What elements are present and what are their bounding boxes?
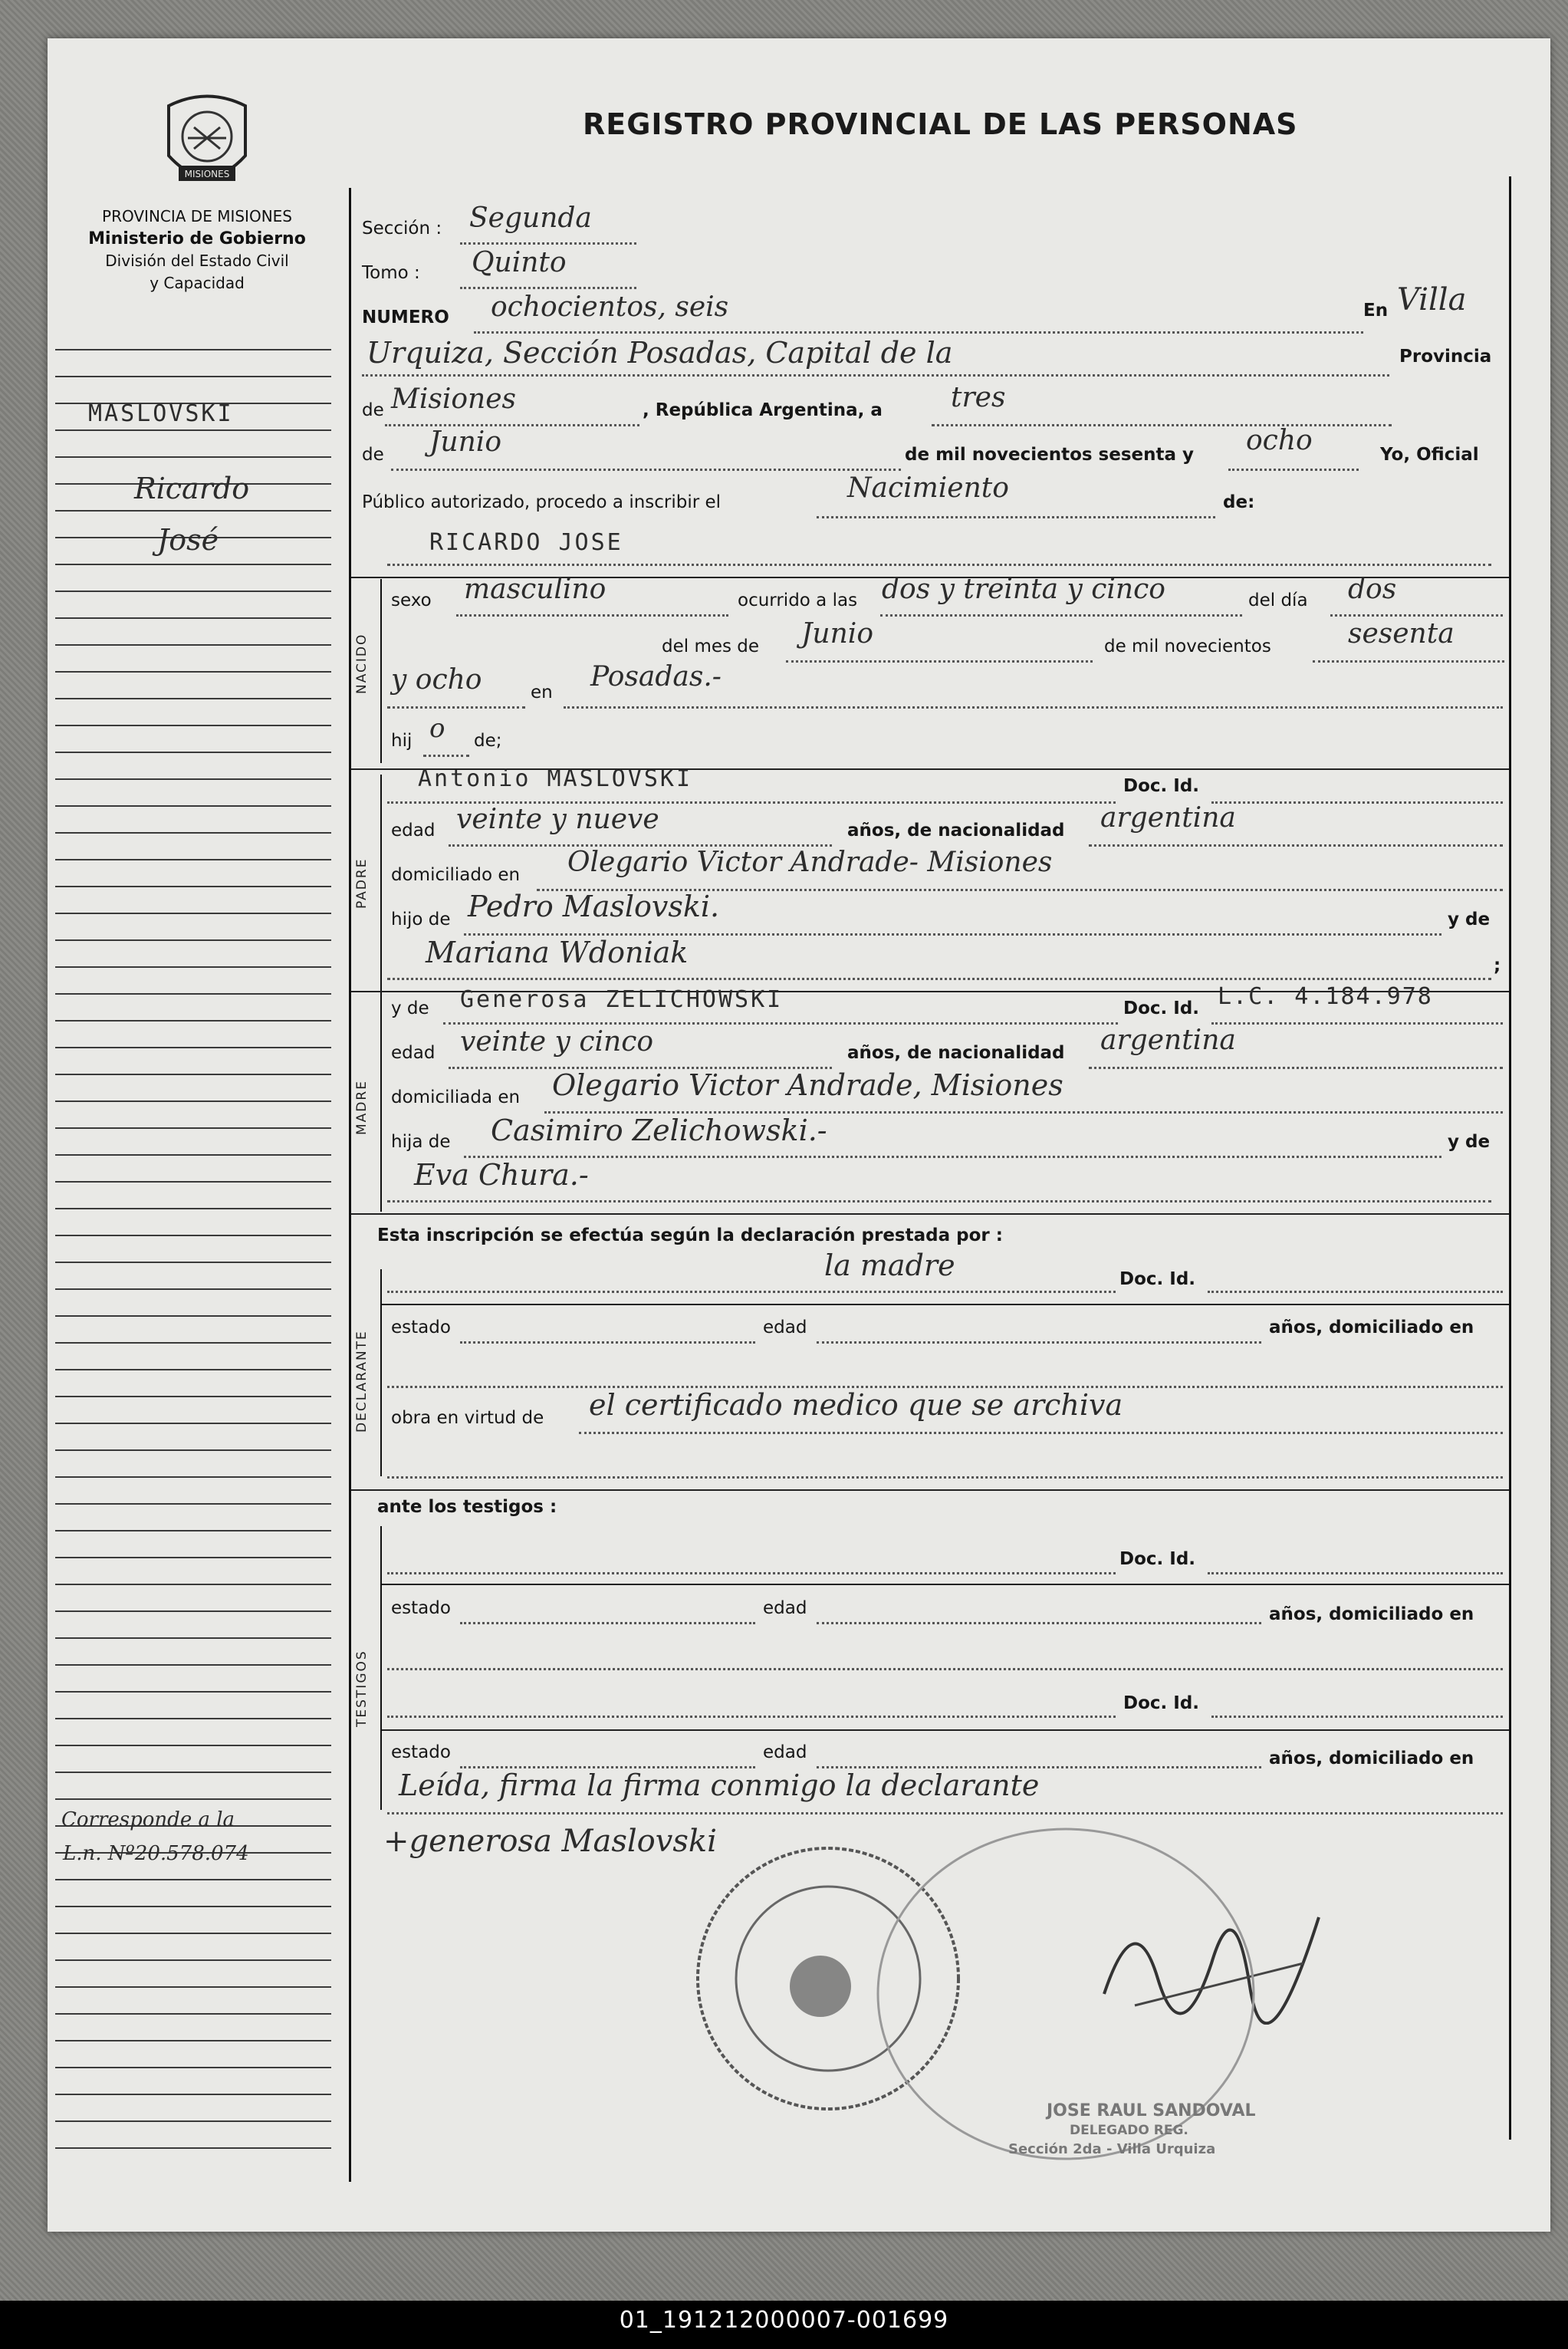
value-dia-inscripcion: tres — [951, 382, 1006, 413]
value-firma-declarante: +generosa Maslovski — [383, 1824, 717, 1859]
value-dia: dos — [1348, 574, 1397, 605]
label-testigo1-estado: estado — [391, 1598, 451, 1618]
value-padre-padre: Pedro Maslovski. — [468, 890, 720, 923]
value-acto: Nacimiento — [847, 472, 1009, 504]
field-madre-padre — [464, 1156, 1441, 1158]
label-testigo1-edad: edad — [763, 1598, 807, 1618]
side-label-testigos: TESTIGOS — [354, 1650, 370, 1727]
field-testigo2-doc — [1211, 1716, 1503, 1718]
field-testigo1-estado — [460, 1622, 755, 1624]
label-del-mes: del mes de — [662, 637, 760, 656]
side-label-padre: PADRE — [354, 857, 370, 909]
label-de-mil: de mil novecientos — [1104, 637, 1271, 656]
field-numero — [474, 331, 1363, 334]
value-nombre: RICARDO JOSE — [429, 529, 623, 556]
label-declarante-doc: Doc. Id. — [1119, 1269, 1196, 1289]
value-lugar-nac: Posadas.- — [590, 661, 722, 693]
value-padre-dom: Olegario Victor Andrade- Misiones — [567, 847, 1053, 878]
form-left-border — [349, 188, 351, 2182]
padre-divider — [380, 775, 382, 997]
label-sexo: sexo — [391, 591, 432, 610]
footer-id: 01_191212000007-001699 — [619, 2307, 949, 2334]
label-tomo: Tomo : — [362, 263, 420, 283]
value-anio: ocho — [1246, 425, 1313, 456]
label-padre-yde: y de — [1448, 910, 1491, 929]
field-tomo — [460, 287, 636, 289]
madre-divider — [380, 997, 382, 1212]
label-declarante-estado: estado — [391, 1318, 451, 1337]
field-declarante-estado — [460, 1341, 755, 1344]
label-declarante-edad: edad — [763, 1318, 807, 1337]
field-sexo — [456, 614, 728, 617]
field-declarante — [387, 1291, 1116, 1293]
label-provincia: Provincia — [1399, 347, 1492, 367]
value-madre-doc: L.C. 4.184.978 — [1218, 983, 1433, 1010]
label-testigo2-estado: estado — [391, 1742, 451, 1762]
label-padre-nacionalidad: años, de nacionalidad — [847, 821, 1065, 841]
label-testigo1-doc: Doc. Id. — [1119, 1549, 1196, 1569]
label-mil-sesenta: de mil novecientos sesenta y — [905, 445, 1195, 465]
field-acto — [817, 516, 1215, 518]
field-declarante-edad — [817, 1341, 1261, 1344]
label-madre-doc: Doc. Id. — [1123, 998, 1200, 1018]
value-madre-edad: veinte y cinco — [460, 1026, 654, 1058]
form-right-border — [1509, 176, 1511, 2140]
field-mes-inscripcion — [391, 469, 901, 471]
field-testigo1-nombre — [387, 1572, 1116, 1574]
field-anio — [1228, 469, 1359, 471]
value-en: Villa — [1397, 282, 1467, 317]
field-dia — [1330, 614, 1503, 617]
field-padre-nac — [1089, 844, 1503, 847]
value-anio-nac-b: y ocho — [391, 664, 482, 696]
issuer-block — [55, 206, 339, 294]
label-de-mes: de — [362, 445, 384, 465]
label-hij: hij — [391, 731, 413, 751]
rule-declaracion-top — [351, 1213, 1509, 1215]
label-testigo2-edad: edad — [763, 1742, 807, 1762]
value-madre-dom: Olegario Victor Andrade, Misiones — [552, 1068, 1063, 1102]
side-label-nacido: NACIDO — [354, 633, 370, 694]
value-padre-nombre: Antonio MASLOVSKI — [418, 765, 693, 792]
label-padre-edad: edad — [391, 821, 436, 841]
issuer-division: División del Estado Civil — [105, 252, 289, 270]
label-yo-oficial: Yo, Oficial — [1380, 445, 1479, 465]
field-testigo2-dom — [387, 1812, 1503, 1814]
label-madre-nacionalidad: años, de nacionalidad — [847, 1043, 1065, 1063]
field-dia-inscripcion — [932, 424, 1392, 426]
value-numero: ochocientos, seis — [491, 291, 729, 323]
label-madre-yde2: y de — [1448, 1132, 1491, 1152]
value-padre-nac: argentina — [1100, 802, 1236, 834]
issuer-capacidad: y Capacidad — [150, 274, 245, 292]
field-madre-doc — [1211, 1022, 1503, 1025]
rule-testigo1 — [382, 1584, 1509, 1585]
label-padre-doc: Doc. Id. — [1123, 776, 1200, 796]
margin-surname: MASLOVSKI — [88, 400, 234, 427]
label-en: En — [1363, 301, 1389, 321]
value-tomo: Quinto — [472, 247, 567, 278]
coat-of-arms-icon — [157, 90, 257, 198]
label-madre-hija: hija de — [391, 1132, 451, 1152]
value-madre-nombre: Generosa ZELICHOWSKI — [460, 986, 784, 1013]
label-de: de — [362, 400, 384, 420]
margin-note-1: Corresponde a la — [61, 1808, 235, 1831]
value-madre-nac: argentina — [1100, 1025, 1236, 1056]
label-numero: NUMERO — [362, 308, 449, 327]
label-semicolon: ; — [1494, 956, 1501, 975]
label-declarante-dom: años, domiciliado en — [1269, 1318, 1474, 1337]
value-mes-inscripcion: Junio — [429, 426, 501, 458]
label-de-colon: de: — [1223, 492, 1255, 512]
value-hora: dos y treinta y cinco — [882, 574, 1165, 605]
field-testigo1-doc — [1208, 1572, 1503, 1574]
label-obra: obra en virtud de — [391, 1408, 544, 1428]
field-madre-nombre — [443, 1022, 1118, 1025]
field-lugar — [362, 374, 1389, 377]
field-anio-nac — [1313, 660, 1504, 663]
field-hora — [880, 614, 1242, 617]
rule-testigo2 — [382, 1729, 1509, 1731]
field-testigo1-dom — [387, 1668, 1503, 1670]
label-madre-dom: domiciliada en — [391, 1087, 521, 1107]
rule-declarante — [382, 1304, 1509, 1305]
label-del-dia: del día — [1248, 591, 1308, 610]
rule-testigos-top — [351, 1489, 1509, 1491]
label-ocurrido: ocurrido a las — [738, 591, 858, 610]
label-de-semi: de; — [474, 731, 502, 751]
label-en-lugar: en — [531, 683, 553, 702]
value-obra: el certificado medico que se archiva — [589, 1388, 1123, 1422]
label-madre-edad: edad — [391, 1043, 436, 1063]
testigos-divider — [380, 1526, 382, 1810]
side-label-declarante: DECLARANTE — [354, 1330, 370, 1433]
field-obra — [579, 1432, 1503, 1434]
crest-label: MISIONES — [184, 169, 230, 179]
value-madre-padre: Casimiro Zelichowski.- — [491, 1114, 827, 1147]
margin-given-name-2: José — [157, 523, 219, 557]
label-madre-yde: y de — [391, 998, 429, 1018]
field-provincia — [385, 424, 639, 426]
value-sexo: masculino — [464, 574, 606, 605]
field-testigo1-edad — [817, 1622, 1261, 1624]
label-testigo1-dom: años, domiciliado en — [1269, 1604, 1474, 1624]
official-name: JOSE RAUL SANDOVAL — [1047, 2101, 1256, 2120]
field-testigo2-nombre — [387, 1716, 1116, 1718]
side-label-madre: MADRE — [354, 1080, 370, 1135]
label-testigos: ante los testigos : — [377, 1497, 557, 1517]
label-republica: , República Argentina, a — [643, 400, 883, 420]
value-hij: o — [429, 713, 445, 744]
value-madre-madre: Eva Chura.- — [414, 1158, 589, 1192]
value-seccion: Segunda — [469, 202, 592, 234]
field-lugar-nac — [564, 706, 1503, 709]
value-mes: Junio — [801, 618, 873, 650]
margin-given-name-1: Ricardo — [134, 472, 250, 505]
margin-note-2: L.n. Nº20.578.074 — [63, 1842, 249, 1865]
label-declaracion: Esta inscripción se efectúa según la declaración prestada por : — [377, 1225, 1003, 1245]
official-section: Sección 2da - Villa Urquiza — [1008, 2141, 1216, 2157]
field-madre-nac — [1089, 1067, 1503, 1069]
label-padre-dom: domiciliado en — [391, 865, 521, 885]
label-testigo2-doc: Doc. Id. — [1123, 1693, 1200, 1713]
nacido-divider — [380, 579, 382, 763]
label-testigo2-dom: años, domiciliado en — [1269, 1749, 1474, 1768]
value-anio-nac-a: sesenta — [1348, 618, 1455, 650]
page-title: REGISTRO PROVINCIAL DE LAS PERSONAS — [583, 107, 1298, 141]
official-title: DELEGADO REG. — [1070, 2123, 1188, 2138]
value-lugar: Urquiza, Sección Posadas, Capital de la — [367, 336, 953, 370]
field-hij — [423, 755, 469, 757]
field-anio-nac-cont — [387, 706, 525, 709]
issuer-provincia: PROVINCIA DE MISIONES — [102, 207, 292, 225]
label-seccion: Sección : — [362, 219, 442, 239]
value-leida: Leída, firma la firma conmigo la declarante — [399, 1768, 1040, 1802]
label-publico: Público autorizado, procedo a inscribir el — [362, 492, 722, 512]
field-obra-cont — [387, 1476, 1503, 1479]
field-seccion — [460, 242, 636, 245]
value-padre-edad: veinte y nueve — [456, 804, 659, 835]
field-madre-madre — [387, 1200, 1491, 1202]
value-provincia: Misiones — [391, 383, 517, 415]
label-padre-hijo: hijo de — [391, 910, 451, 929]
issuer-ministerio: Ministerio de Gobierno — [88, 229, 306, 248]
declarante-divider — [380, 1269, 382, 1476]
value-declarante: la madre — [824, 1249, 955, 1282]
field-declarante-doc — [1208, 1291, 1503, 1293]
field-mes — [786, 660, 1093, 663]
field-padre-doc — [1211, 801, 1503, 804]
field-nombre — [387, 564, 1491, 566]
field-padre-madre — [387, 978, 1491, 980]
value-padre-madre: Mariana Wdoniak — [426, 936, 689, 969]
